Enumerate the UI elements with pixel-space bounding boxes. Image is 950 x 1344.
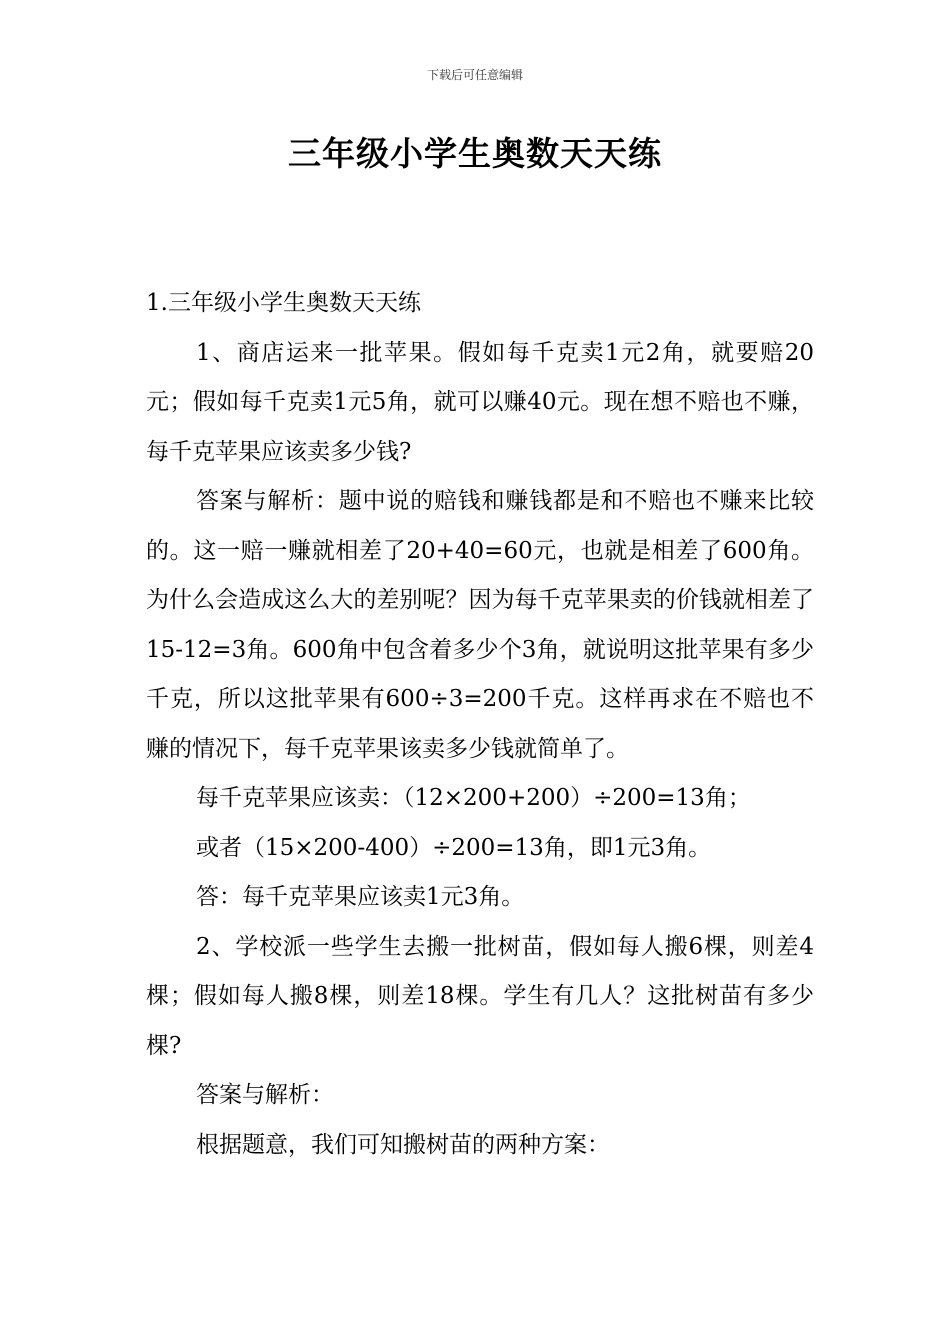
header-note: 下载后可任意编辑 <box>426 68 523 82</box>
document-body <box>146 279 814 1170</box>
paragraph-answer-1: 答：每千克苹果应该卖1元3角。 <box>196 884 525 910</box>
paragraph-solution-2-heading: 答案与解析： <box>196 1082 334 1108</box>
paragraph-solution-1: 答案与解析：题中说的赔钱和赚钱都是和不赔也不赚来比较的。这一赔一赚就相差了20+40=60元，也就是相差了600角。为什么会造成这么大的差别呢？因为每千克苹果卖的价钱就相差了15-12=3角。600角中包含着多少个3角，就说明这批苹果有多少千克，所以这批苹果有600÷3=200千克。这样再求在不赔也不赚的情况下，每千克苹果该卖多少钱就简单了。 <box>146 488 814 762</box>
paragraph-formula-1: 每千克苹果应该卖：（12×200+200）÷200=13角； <box>196 785 751 811</box>
paragraph-problem-2: 2、学校派一些学生去搬一批树苗，假如每人搬6棵，则差4棵；假如每人搬8棵，则差18棵。学生有几人？这批树苗有多少棵? <box>146 933 814 1059</box>
paragraph-solution-2-intro: 根据题意，我们可知搬树苗的两种方案： <box>196 1131 610 1158</box>
paragraph-formula-2: 或者（15×200-400）÷200=13角，即1元3角。 <box>196 834 712 861</box>
document-title: 三年级小学生奥数天天练 <box>288 134 662 173</box>
paragraph-problem-1: 1、商店运来一批苹果。假如每千克卖1元2角，就要赔20元；假如每千克卖1元5角，就可以赚40元。现在想不赔也不赚，每千克苹果应该卖多少钱? <box>146 339 814 465</box>
section-heading: 1.三年级小学生奥数天天练 <box>146 290 421 316</box>
